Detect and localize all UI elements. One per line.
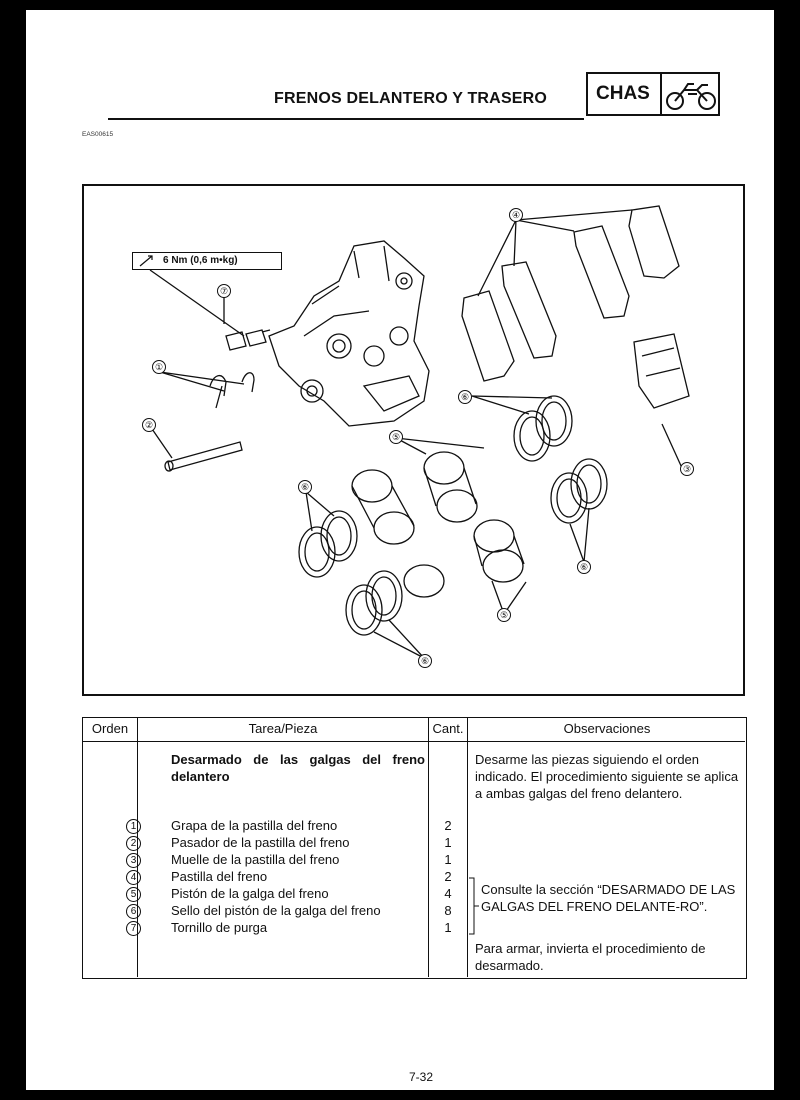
wrench-icon [139, 255, 153, 267]
order-number: 2 [126, 836, 141, 851]
part-name: Sello del pistón de la galga del freno [171, 903, 381, 918]
header-divider [83, 741, 745, 742]
part-quantity: 4 [444, 886, 452, 901]
column-header-order: Orden [91, 721, 129, 736]
part-quantity: 2 [444, 869, 452, 884]
callout-5a: ⑤ [389, 430, 403, 444]
header-rule [108, 118, 584, 120]
part-name: Pasador de la pastilla del freno [171, 835, 350, 850]
part-quantity: 8 [444, 903, 452, 918]
part-name: Tornillo de purga [171, 920, 268, 935]
table-row [83, 835, 748, 852]
order-number: 7 [126, 921, 141, 936]
table-row [83, 920, 748, 937]
consult-note: Consulte la sección “DESARMADO DE LAS GALGAS DEL FRENO DELANTE-RO”. [481, 882, 736, 914]
callout-6b: ⑥ [298, 480, 312, 494]
callout-6d: ⑥ [418, 654, 432, 668]
page-number: 7-32 [409, 1070, 434, 1084]
part-quantity: 2 [444, 818, 452, 833]
order-number: 1 [126, 819, 141, 834]
procedure-table [82, 717, 747, 979]
part-quantity: 1 [444, 835, 452, 850]
callout-4: ④ [509, 208, 523, 222]
callout-2: ② [142, 418, 156, 432]
callout-7: ⑦ [217, 284, 231, 298]
table-row [83, 818, 748, 835]
table-row [83, 852, 748, 869]
column-header-qty: Cant. [432, 721, 464, 736]
part-quantity: 1 [444, 920, 452, 935]
callout-6a: ⑥ [458, 390, 472, 404]
part-name: Muelle de la pastilla del freno [171, 852, 340, 867]
part-name: Grapa de la pastilla del freno [171, 818, 338, 833]
document-code: EAS00615 [82, 131, 114, 138]
order-number: 4 [126, 870, 141, 885]
callout-3: ③ [680, 462, 694, 476]
torque-spec-label [132, 252, 282, 270]
callout-1: ① [152, 360, 166, 374]
order-number: 5 [126, 887, 141, 902]
page-title: FRENOS DELANTERO Y TRASERO [274, 90, 548, 107]
part-quantity: 1 [444, 852, 452, 867]
manual-page [26, 10, 774, 1090]
column-header-observations: Observaciones [563, 721, 651, 736]
order-number: 6 [126, 904, 141, 919]
part-name: Pastilla del freno [171, 869, 268, 884]
callout-6c: ⑥ [577, 560, 591, 574]
callout-5b: ⑤ [497, 608, 511, 622]
section-badge [586, 72, 720, 116]
motorcycle-icon [664, 78, 718, 112]
procedure-title: Desarmado de las galgas del freno delantero [171, 752, 425, 784]
bracket-icon [467, 876, 479, 936]
part-name: Pistón de la galga del freno [171, 886, 329, 901]
procedure-note: Desarme las piezas siguiendo el orden indicado. El procedimiento siguiente se aplica a ambas galgas del freno delantero. [475, 752, 739, 801]
order-number: 3 [126, 853, 141, 868]
exploded-view-figure [82, 184, 745, 696]
section-badge-divider [660, 74, 662, 114]
section-code: CHAS [596, 83, 650, 104]
torque-spec-value: 6 Nm (0,6 m•kg) [163, 255, 238, 266]
column-header-task: Tarea/Pieza [248, 721, 318, 736]
assembly-note: Para armar, invierta el procedimiento de desarmado. [475, 941, 706, 973]
